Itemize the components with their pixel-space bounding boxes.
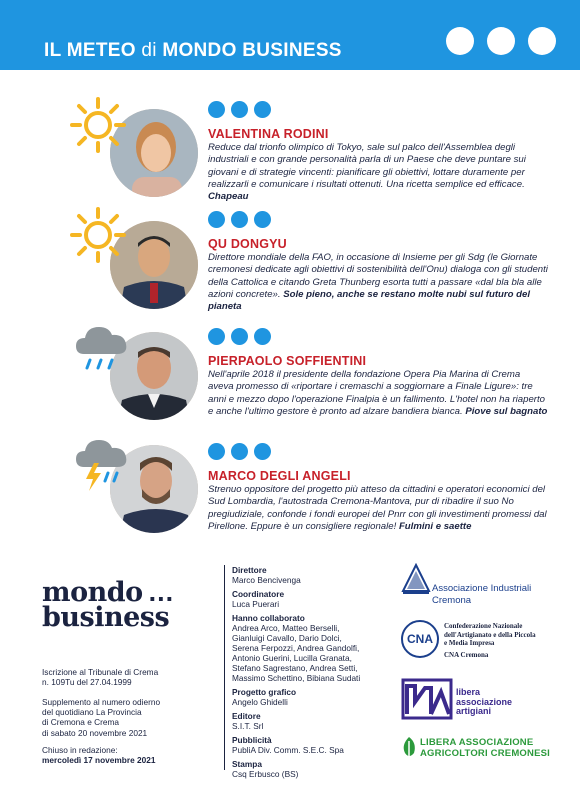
brand-line1: mondo xyxy=(42,577,143,608)
logo-text: dell'Artigianato e della Piccola xyxy=(444,630,536,639)
title-di: di xyxy=(141,40,157,61)
brand-dots: ... xyxy=(148,577,175,607)
rating-dot xyxy=(208,328,225,345)
staff-name: PubliA Div. Comm. S.E.C. Spa xyxy=(232,745,344,755)
registration-line: Iscrizione al Tribunale di Crema xyxy=(42,667,159,677)
rating-dots xyxy=(208,101,271,118)
supplement-line: Supplemento al numero odierno xyxy=(42,697,161,707)
rating-dot xyxy=(231,328,248,345)
rating-dot xyxy=(231,443,248,460)
closing-label: Chiuso in redazione: xyxy=(42,745,118,755)
title-end: MONDO BUSINESS xyxy=(156,40,342,61)
rating-dots xyxy=(208,211,271,228)
staff-role: Editore xyxy=(232,711,261,721)
rating-dot xyxy=(254,211,271,228)
supplement-line: del quotidiano La Provincia xyxy=(42,707,142,718)
staff-group xyxy=(232,589,360,609)
description-text: Nell'aprile 2018 il presidente della fondazione Opera Pia Marina di Crema aveva promesso di «riportare i cremaschi a soggiornare a Finale Ligure»: tre anni e mezzo dopo l'operazione Finalpia è un fallimento. L'hotel non ha riaperto e anche l'ultimo gestore è pronto ad alzare bandiera bianca. xyxy=(208,369,545,417)
verdict: Sole pieno, anche se restano molte nubi sul futuro del pianeta xyxy=(208,288,531,313)
rating-dot xyxy=(254,328,271,345)
logo-text: associazione xyxy=(456,696,513,707)
rating-dot xyxy=(208,211,225,228)
libera-associazione-agricoltori-logo xyxy=(420,737,550,759)
staff-group xyxy=(232,711,360,731)
cna-logo-mark: CNA xyxy=(401,620,439,658)
header-dots xyxy=(446,27,556,55)
rating-dot xyxy=(208,101,225,118)
logo-text: artigiani xyxy=(456,706,492,716)
verdict: Chapeau xyxy=(208,191,249,203)
header-dot xyxy=(528,27,556,55)
logo-text: LIBERA ASSOCIAZIONE xyxy=(420,737,534,748)
logo-text: libera xyxy=(456,687,481,697)
staff-role: Progetto grafico xyxy=(232,687,297,697)
registration-number: n. 109Tu del 27.04.1999 xyxy=(42,677,132,688)
associazione-industriali-emblem xyxy=(401,563,431,595)
staff-role: Coordinatore xyxy=(232,589,285,599)
person-description xyxy=(208,142,548,203)
description-text: Strenuo oppositore del progetto più atteso da cittadini e operatori economici del Sud Lombardia, l'autostrada Cremona-Mantova, pur di ribadire il suo No pregiudiziale, confonde i fondi europei del Pnrr con gli investimenti promessi dal Pirellone. Eppure è un consigliere regionale! xyxy=(208,484,547,532)
mondo-business-logo xyxy=(42,577,175,633)
staff-name: Luca Puerari xyxy=(232,599,280,609)
rating-dots xyxy=(208,443,271,460)
supplement-info xyxy=(42,697,160,738)
person-name: MARCO DEGLI ANGELI xyxy=(208,469,351,483)
staff-name: Csq Erbusco (BS) xyxy=(232,769,299,779)
rating-dot xyxy=(231,211,248,228)
person-card-degli-angeli xyxy=(0,437,580,552)
closing-date: mercoledì 17 novembre 2021 xyxy=(42,755,156,766)
associazione-industriali-logo xyxy=(432,583,531,607)
logo-text: Cremona xyxy=(432,595,472,606)
person-description xyxy=(208,369,548,418)
logo-text: Associazione Industriali xyxy=(432,583,532,594)
rating-dot xyxy=(254,443,271,460)
registration-info xyxy=(42,667,158,687)
staff-group xyxy=(232,565,360,585)
staff-name: Stefano Sagrestano, Andrea Setti, xyxy=(232,663,358,673)
person-description xyxy=(208,484,548,533)
verdict: Piove sul bagnato xyxy=(465,405,548,417)
description-text: Direttore mondiale della FAO, in occasione di Insieme per gli Sdg (le Giornate cremonesi dedicate agli obiettivi di sostenibilità dell'Onu) dialoga con gli studenti della Cattolica e citando Greta Thunberg esorta tutti a passare «dal bla bla alle azioni concrete». xyxy=(208,252,548,300)
staff-name: S.I.T. Srl xyxy=(232,721,264,731)
person-card-qu xyxy=(0,205,580,320)
staff-group xyxy=(232,613,360,683)
person-name: PIERPAOLO SOFFIENTINI xyxy=(208,354,367,368)
person-description xyxy=(208,252,548,313)
page-title xyxy=(44,40,342,62)
staff-name: Marco Bencivenga xyxy=(232,575,301,585)
staff-role: Hanno collaborato xyxy=(232,613,305,623)
person-card-soffientini xyxy=(0,322,580,437)
supplement-line: di sabato 20 novembre 2021 xyxy=(42,727,148,738)
rating-dot xyxy=(208,443,225,460)
sun-icon xyxy=(68,205,128,265)
logo-text: e Media Impresa xyxy=(444,639,495,648)
thunderstorm-icon xyxy=(72,433,132,493)
person-name: VALENTINA RODINI xyxy=(208,127,329,141)
staff-name: Serena Ferpozzi, Andrea Gandolfi, xyxy=(232,643,360,653)
staff-name: Angelo Ghidelli xyxy=(232,697,288,707)
staff-group xyxy=(232,735,360,755)
logo-text: Confederazione Nazionale xyxy=(444,622,523,630)
supplement-line: di Cremona e Crema xyxy=(42,717,120,728)
header-dot xyxy=(446,27,474,55)
staff-group xyxy=(232,759,360,779)
closing-info xyxy=(42,745,155,765)
person-name: QU DONGYU xyxy=(208,237,287,251)
libera-associazione-artigiani-logo xyxy=(456,688,512,717)
agricoltori-leaf-icon xyxy=(400,735,418,759)
staff-name: Andrea Arco, Matteo Berselli, xyxy=(232,623,340,633)
logo-text: AGRICOLTORI CREMONESI xyxy=(420,748,550,759)
verdict: Fulmini e saette xyxy=(398,520,472,532)
staff-role: Direttore xyxy=(232,565,267,575)
header-dot xyxy=(487,27,515,55)
staff-name: Antonio Guerini, Lucilla Granata, xyxy=(232,653,352,663)
rain-cloud-icon xyxy=(72,318,132,378)
logo-text: CNA Cremona xyxy=(444,650,489,659)
libera-associazione-artigiani-mark xyxy=(401,678,453,720)
rating-dots xyxy=(208,328,271,345)
person-card-rodini xyxy=(0,95,580,210)
staff-name: Massimo Schettino, Bibiana Sudati xyxy=(232,673,361,683)
staff-name: Gianluigi Cavallo, Dario Dolci, xyxy=(232,633,342,643)
masthead xyxy=(232,565,360,783)
staff-role: Stampa xyxy=(232,759,262,769)
title-main: IL METEO xyxy=(44,40,142,61)
header-bar xyxy=(0,0,580,70)
staff-group xyxy=(232,687,360,707)
cna-logo-text xyxy=(444,622,536,659)
staff-role: Pubblicità xyxy=(232,735,272,745)
description-text: Reduce dal trionfo olimpico di Tokyo, sale sul palco dell'Assemblea degli industriali e con grande personalità parla di un Paese che deve puntare sui giovani e di strategie vincenti: pianificare gli obiettivi, lottare duramente per realizzarli e comunicare i risultati ottenuti. Una ricetta semplice ed efficace. xyxy=(208,142,526,190)
divider xyxy=(224,565,225,770)
sun-icon xyxy=(68,95,128,155)
rating-dot xyxy=(231,101,248,118)
rating-dot xyxy=(254,101,271,118)
brand-line2: business xyxy=(42,602,170,633)
